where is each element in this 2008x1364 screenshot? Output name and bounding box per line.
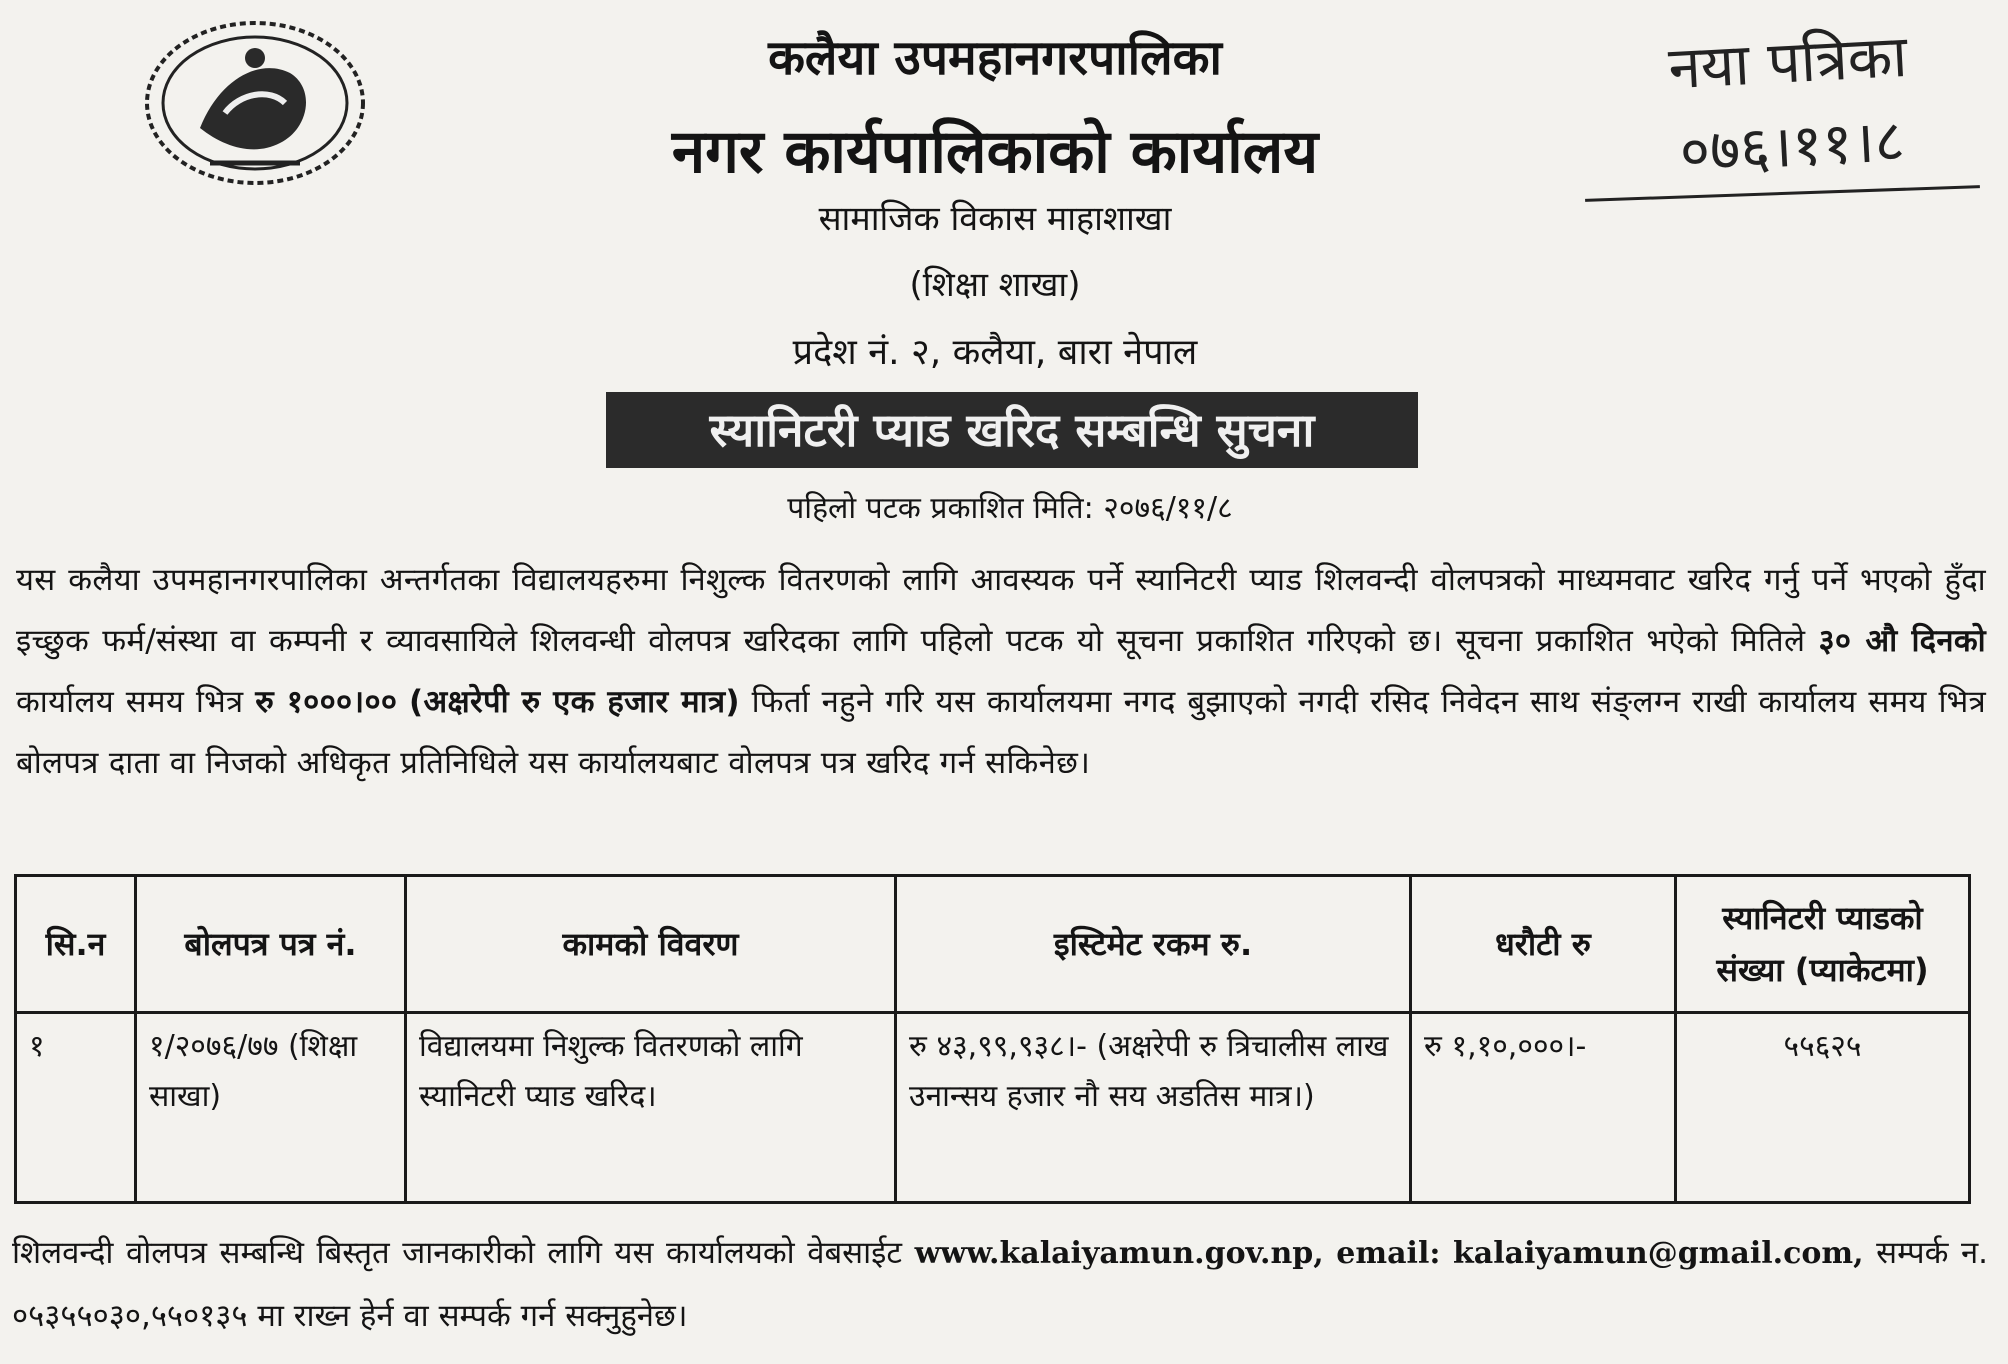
footer-text-2: सम्पर्क न. ०५३५५०३०,५५०१३५ मा राख्न हेर्न वा सम्पर्क गर्न सक्नुहुनेछ।: [12, 1235, 1989, 1334]
cell-deposit: रु १,१०,०००।-: [1411, 1013, 1676, 1203]
table-header-row: [16, 876, 1970, 1013]
header-estimate: इस्टिमेट रकम रु.: [896, 876, 1411, 1013]
handwritten-note: [1586, 10, 1994, 199]
cell-estimate: रु ४३,९९,९३८।- (अक्षरेपी रु त्रिचालीस लाख उनान्सय हजार नौ सय अडतिस मात्र।): [896, 1013, 1411, 1203]
cell-description: विद्यालयमा निशुल्क वितरणको लागि स्यानिटरी प्याड खरिद।: [406, 1013, 896, 1203]
published-date: पहिलो पटक प्रकाशित मिति: २०७६/११/८: [787, 491, 1233, 526]
footer-text: [12, 1222, 1988, 1347]
nepal-emblem-icon: [140, 18, 370, 188]
handwritten-newspaper-name: नया पत्रिका: [1666, 21, 1909, 103]
body-text-4: फिर्ता नहुने गरि यस कार्यालयमा नगद बुझाएको नगदी रसिद निवेदन साथ संङ्लग्न राखी कार्यालय समय भित्र बोलपत्र दाता वा निजको अधिकृत प्रतिनिधिले यस कार्यालयबाट वोलपत्र पत्र खरिद गर्न सकिनेछ।: [16, 684, 1986, 781]
body-fee: रु १०००।००: [255, 684, 398, 720]
body-text-2: कार्यालय समय भित्र: [16, 684, 256, 720]
notice-title: स्यानिटरी प्याड खरिद सम्बन्धि सुचना: [606, 392, 1418, 468]
body-fee-words: (अक्षरेपी रु एक हजार मात्र): [409, 684, 740, 720]
cell-sn: १: [16, 1013, 136, 1203]
body-text-1: यस कलैया उपमहानगरपालिका अन्तर्गतका विद्यालयहरुमा निशुल्क वितरणको लागि आवस्यक पर्ने स्यानिटरी प्याड शिलवन्दी वोलपत्रको माध्यमवाट खरिद गर्नु पर्ने भएको हुँदा इच्छुक फर्म/संस्था वा कम्पनी र व्यावसायिले शिलवन्धी वोलपत्र खरिदका लागि पहिलो पटक यो सूचना प्रकाशित गरिएको छ। सूचना प्रकाशित भऐको मितिले: [16, 562, 1986, 659]
municipality-name: कलैया उपमहानगरपालिका: [768, 30, 1222, 86]
body-deadline: ३० औ दिनको: [1818, 623, 1986, 659]
body-text-3: [397, 684, 409, 720]
cell-quantity: ५५६२५: [1676, 1013, 1970, 1203]
header-quantity: स्यानिटरी प्याडको संख्या (प्याकेटमा): [1676, 876, 1970, 1013]
email-label: email:: [1336, 1236, 1441, 1271]
address: प्रदेश नं. २, कलैया, बारा नेपाल: [792, 332, 1198, 373]
header-sn: सि.न: [16, 876, 136, 1013]
section-name: (शिक्षा शाखा): [909, 265, 1081, 305]
header-bid-no: बोलपत्र पत्र नं.: [136, 876, 406, 1013]
header-description: कामको विवरण: [406, 876, 896, 1013]
footer-text-1: शिलवन्दी वोलपत्र सम्बन्धि बिस्तृत जानकारीको लागि यस कार्यालयको वेबसाईट: [12, 1235, 915, 1271]
cell-bid-no: १/२०७६/७७ (शिक्षा साखा): [136, 1013, 406, 1203]
office-name: नगर कार्यपालिकाको कार्यालय: [671, 117, 1319, 187]
notice-body: [16, 550, 1986, 794]
table-row: [16, 1013, 1970, 1203]
handwritten-date: ०७६।११।८: [1678, 106, 1907, 186]
bid-table: [14, 874, 1971, 1204]
header-deposit: धरौटी रु: [1411, 876, 1676, 1013]
division-name: सामाजिक विकास माहाशाखा: [818, 199, 1172, 239]
website-link[interactable]: www.kalaiyamun.gov.np,: [914, 1236, 1324, 1271]
email-link[interactable]: kalaiyamun@gmail.com,: [1453, 1236, 1864, 1271]
